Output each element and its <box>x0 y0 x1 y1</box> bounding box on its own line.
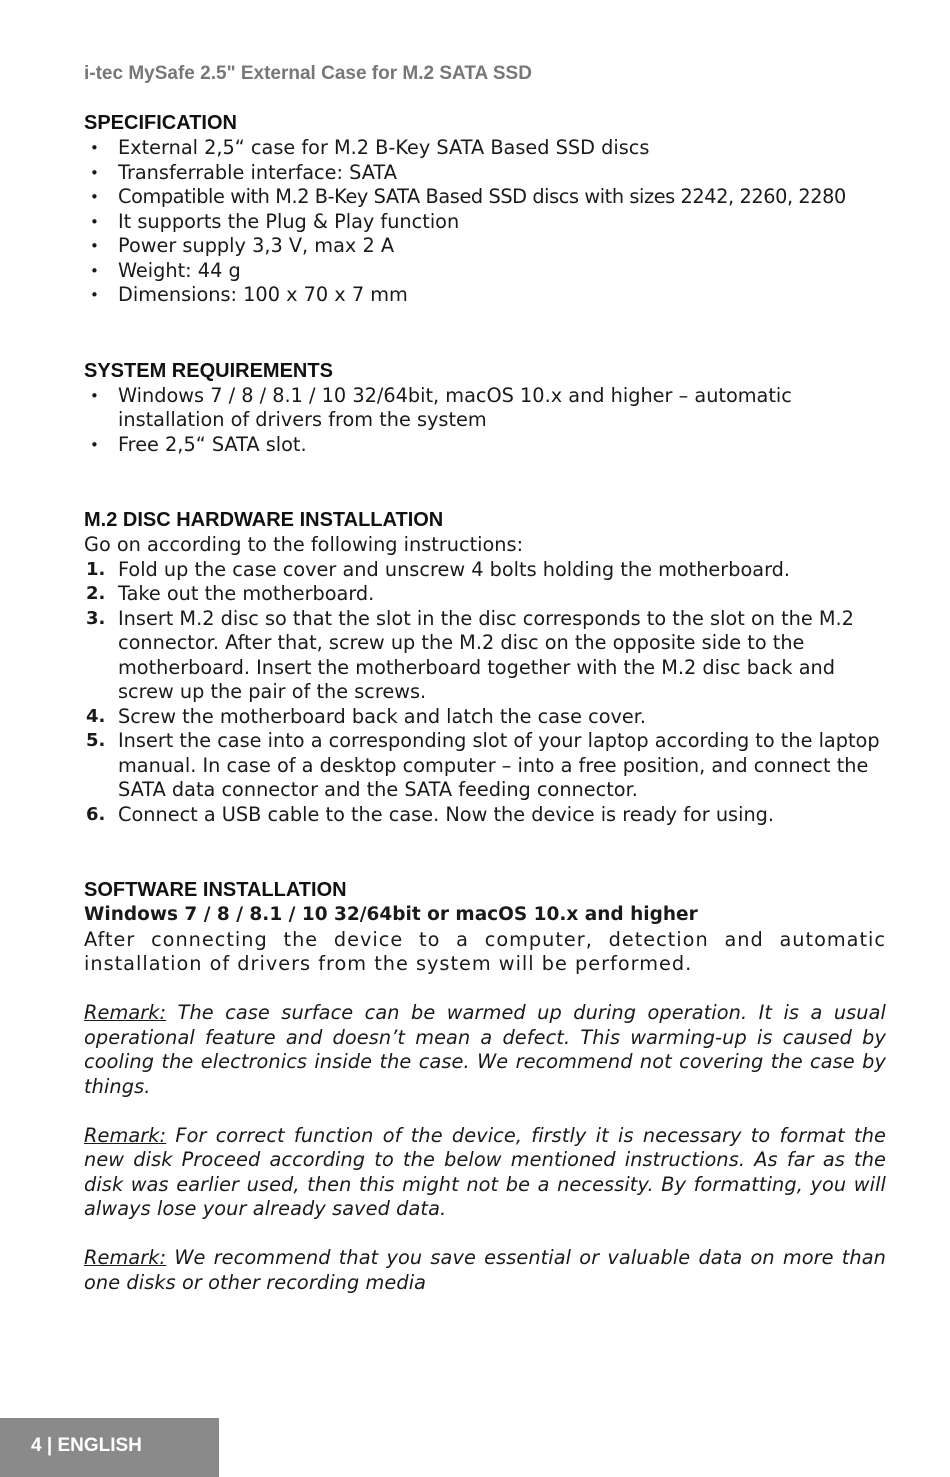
list-item: • Power supply 3,3 V, max 2 A <box>84 234 886 259</box>
step-number: 5. <box>86 730 106 751</box>
step-item <box>84 705 886 730</box>
installation-steps <box>84 558 886 828</box>
step-text: Insert M.2 disc so that the slot in the disc corresponds to the slot on the M.2 connector. After that, screw up the M.2 disc on the opposite side to the motherboard. Insert the motherboard together with the M.2 disc back and screw up the pair of the screws. <box>118 606 854 703</box>
step-item <box>84 803 886 828</box>
hardware-installation-heading: M.2 DISC HARDWARE INSTALLATION <box>84 509 444 531</box>
remark-label: Remark: <box>84 1246 167 1269</box>
step-item <box>84 582 886 607</box>
list-item: • Transferrable interface: SATA <box>84 161 886 186</box>
list-item: • Dimensions: 100 x 70 x 7 mm <box>84 283 886 308</box>
step-number: 3. <box>86 607 106 629</box>
hardware-installation-section <box>84 507 886 827</box>
remark-text: For correct function of the device, firstly it is necessary to format the new disk Proceed according to the below mentioned instructions. As far as the disk was earlier used, then this might not be a necessity. By formatting, you will always lose your already saved data. <box>84 1123 886 1220</box>
remark-text: We recommend that you save essential or valuable data on more than one disks or other recording media <box>84 1246 886 1294</box>
list-item: • Weight: 44 g <box>84 259 886 284</box>
remark-paragraph <box>84 1001 886 1099</box>
list-item: • It supports the Plug & Play function <box>84 210 886 235</box>
specification-list <box>84 136 886 308</box>
remark-paragraph <box>84 1124 886 1222</box>
step-item <box>84 729 886 803</box>
software-installation-text: After connecting the device to a computer, detection and automatic installation of drivers from the system will be performed. <box>84 927 886 975</box>
list-item: • External 2,5“ case for M.2 B-Key SATA Based SSD discs <box>84 136 886 161</box>
specification-section <box>84 110 886 308</box>
list-item: • Windows 7 / 8 / 8.1 / 10 32/64bit, macOS 10.x and higher – automatic installation of drivers from the system <box>84 384 886 433</box>
software-installation-subheading: Windows 7 / 8 / 8.1 / 10 32/64bit or macOS 10.x and higher <box>84 904 698 925</box>
page-footer <box>0 1418 219 1477</box>
specification-heading: SPECIFICATION <box>84 112 237 134</box>
remark-label: Remark: <box>84 1001 167 1024</box>
step-item <box>84 607 886 705</box>
system-requirements-heading: SYSTEM REQUIREMENTS <box>84 359 333 382</box>
step-number: 1. <box>86 558 106 580</box>
step-item <box>84 558 886 583</box>
remark-paragraph <box>84 1246 886 1295</box>
system-requirements-section <box>84 358 886 458</box>
manual-page <box>84 60 886 1295</box>
document-title: i-tec MySafe 2.5" External Case for M.2 SATA SSD <box>84 63 532 84</box>
step-text: Take out the motherboard. <box>118 582 375 605</box>
software-installation-section <box>84 877 886 977</box>
software-installation-heading: SOFTWARE INSTALLATION <box>84 879 347 901</box>
page-number-label: 4 | ENGLISH <box>31 1435 142 1456</box>
remark-text: The case surface can be warmed up during operation. It is a usual operational feature and doesn’t mean a defect. This warming-up is caused by cooling the electronics inside the case. We recommend not covering the case by things. <box>84 1001 886 1098</box>
step-number: 2. <box>86 583 106 604</box>
step-text: Insert the case into a corresponding slot of your laptop according to the laptop manual. In case of a desktop computer – into a free position, and connect the SATA data connector and the SATA feeding connector. <box>118 729 880 801</box>
system-requirements-list <box>84 384 886 458</box>
step-text: Screw the motherboard back and latch the case cover. <box>118 704 647 728</box>
hardware-installation-intro: Go on according to the following instructions: <box>84 533 524 556</box>
step-text: Fold up the case cover and unscrew 4 bolts holding the motherboard. <box>118 557 791 581</box>
list-item: • Compatible with M.2 B-Key SATA Based SSD discs with sizes 2242, 2260, 2280 <box>84 185 890 210</box>
step-number: 4. <box>86 705 106 727</box>
list-item: • Free 2,5“ SATA slot. <box>84 433 886 458</box>
step-number: 6. <box>86 803 106 825</box>
remark-label: Remark: <box>84 1123 167 1147</box>
step-text: Connect a USB cable to the case. Now the device is ready for using. <box>118 802 775 826</box>
